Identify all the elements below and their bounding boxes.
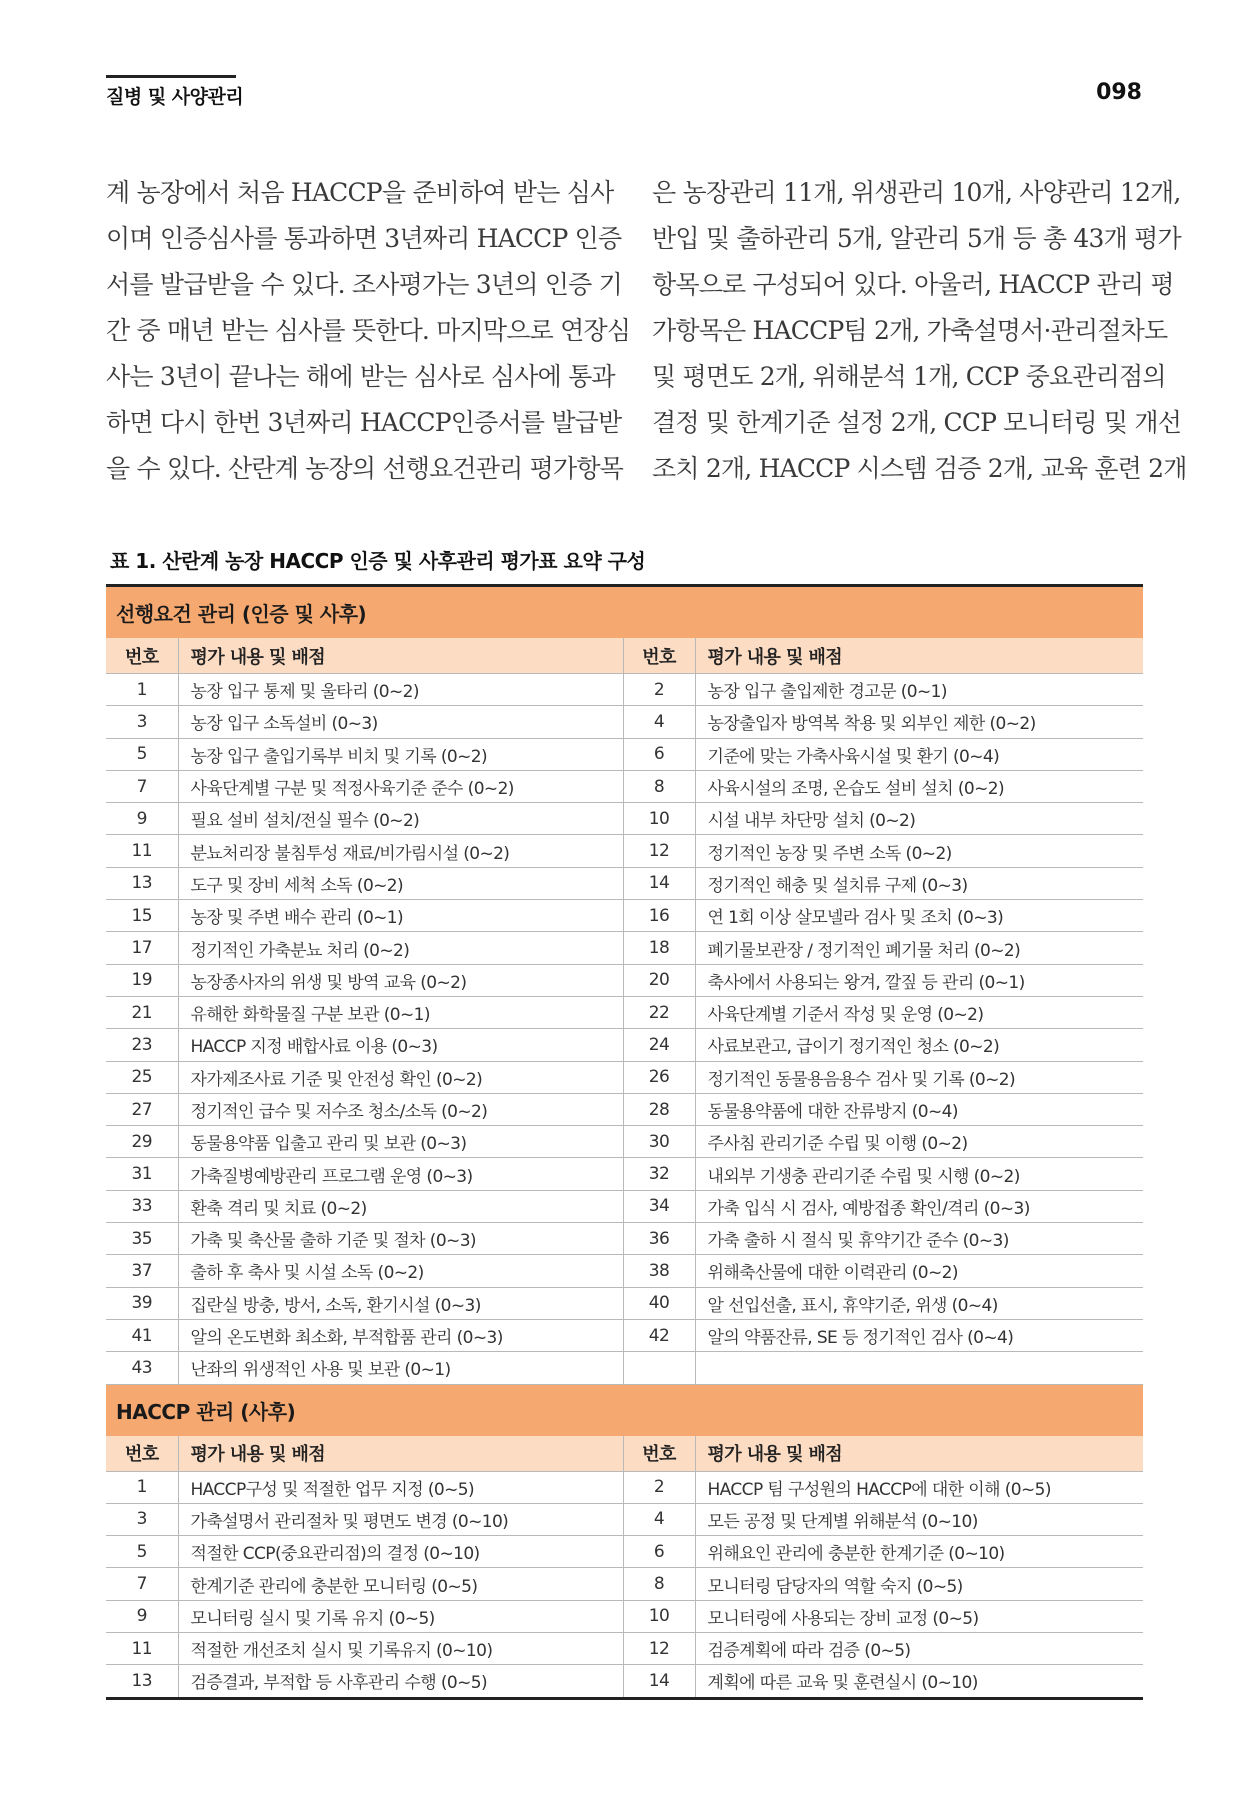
column-header-number: 번호 — [106, 1436, 178, 1472]
table-column-header-row — [106, 1436, 1143, 1472]
table-row — [106, 1600, 1143, 1632]
evaluation-table-wrapper — [106, 584, 1143, 1700]
item-number: 23 — [106, 1029, 178, 1061]
item-number: 5 — [106, 1536, 178, 1568]
table-row — [106, 996, 1143, 1028]
table-row — [106, 1190, 1143, 1222]
item-content: 모니터링에 사용되는 장비 교정 (0~5) — [695, 1600, 1143, 1632]
item-number: 7 — [106, 1568, 178, 1600]
item-number: 25 — [106, 1061, 178, 1093]
item-content: 농장 입구 출입기록부 비치 및 기록 (0~2) — [178, 738, 623, 770]
item-content: 알 선입선출, 표시, 휴약기준, 위생 (0~4) — [695, 1287, 1143, 1319]
table-row — [106, 1319, 1143, 1351]
item-number: 5 — [106, 738, 178, 770]
section-title: 선행요건 관리 (인증 및 사후) — [106, 587, 1143, 638]
item-number: 18 — [623, 932, 695, 964]
item-content: 모니터링 담당자의 역할 숙지 (0~5) — [695, 1568, 1143, 1600]
item-content: 위해축산물에 대한 이력관리 (0~2) — [695, 1255, 1143, 1287]
item-number: 8 — [623, 1568, 695, 1600]
item-content: 한계기준 관리에 충분한 모니터링 (0~5) — [178, 1568, 623, 1600]
table-caption: 표 1. 산란계 농장 HACCP 인증 및 사후관리 평가표 요약 구성 — [110, 549, 646, 573]
item-number: 24 — [623, 1029, 695, 1061]
item-content: 가축질병예방관리 프로그램 운영 (0~3) — [178, 1158, 623, 1190]
item-number: 16 — [623, 900, 695, 932]
table-row — [106, 1471, 1143, 1503]
item-content: 모니터링 실시 및 기록 유지 (0~5) — [178, 1600, 623, 1632]
item-number: 15 — [106, 900, 178, 932]
item-content: 농장 입구 소독설비 (0~3) — [178, 706, 623, 738]
item-content: HACCP 지정 배합사료 이용 (0~3) — [178, 1029, 623, 1061]
item-number: 12 — [623, 835, 695, 867]
table-row — [106, 706, 1143, 738]
body-line: 이며 인증심사를 통과하면 3년짜리 HACCP 인증 — [106, 224, 622, 253]
table-row — [106, 1093, 1143, 1125]
item-number: 13 — [106, 1665, 178, 1697]
table-row — [106, 932, 1143, 964]
table-row — [106, 1503, 1143, 1535]
item-number: 28 — [623, 1093, 695, 1125]
item-content: 적절한 CCP(중요관리점)의 결정 (0~10) — [178, 1536, 623, 1568]
item-content: 유해한 화학물질 구분 보관 (0~1) — [178, 996, 623, 1028]
body-line: 사는 3년이 끝나는 해에 받는 심사로 심사에 통과 — [106, 362, 615, 391]
item-content: 내외부 기생충 관리기준 수립 및 시행 (0~2) — [695, 1158, 1143, 1190]
table-row — [106, 1029, 1143, 1061]
item-content: 농장 입구 출입제한 경고문 (0~1) — [695, 674, 1143, 706]
item-number: 12 — [623, 1633, 695, 1665]
item-content: 가축 및 축산물 출하 기준 및 절차 (0~3) — [178, 1223, 623, 1255]
item-number: 30 — [623, 1126, 695, 1158]
table-row — [106, 770, 1143, 802]
column-header-content: 평가 내용 및 배점 — [695, 638, 1143, 674]
body-line: 결정 및 한계기준 설정 2개, CCP 모니터링 및 개선 — [652, 408, 1182, 437]
table-row — [106, 1287, 1143, 1319]
column-header-content: 평가 내용 및 배점 — [178, 638, 623, 674]
item-number: 36 — [623, 1223, 695, 1255]
item-number: 2 — [623, 1471, 695, 1503]
evaluation-table — [106, 587, 1143, 1697]
table-row — [106, 803, 1143, 835]
table-column-header-row — [106, 638, 1143, 674]
table-section-header — [106, 1384, 1143, 1436]
item-number: 21 — [106, 996, 178, 1028]
table-row — [106, 900, 1143, 932]
item-number: 35 — [106, 1223, 178, 1255]
column-header-number: 번호 — [623, 638, 695, 674]
table-row — [106, 738, 1143, 770]
item-content: 자가제조사료 기준 및 안전성 확인 (0~2) — [178, 1061, 623, 1093]
item-content: 사육단계별 구분 및 적정사육기준 준수 (0~2) — [178, 770, 623, 802]
page-number: 098 — [1096, 80, 1142, 105]
item-content: 기준에 맞는 가축사육시설 및 환기 (0~4) — [695, 738, 1143, 770]
item-number: 14 — [623, 1665, 695, 1697]
item-content: 집란실 방충, 방서, 소독, 환기시설 (0~3) — [178, 1287, 623, 1319]
item-number — [623, 1352, 695, 1384]
item-number: 39 — [106, 1287, 178, 1319]
item-content: 폐기물보관장 / 정기적인 폐기물 처리 (0~2) — [695, 932, 1143, 964]
item-content: 환축 격리 및 치료 (0~2) — [178, 1190, 623, 1222]
body-line: 을 수 있다. 산란계 농장의 선행요건관리 평가항목 — [106, 454, 624, 483]
body-text-left-column — [106, 170, 631, 492]
item-content: 사육시설의 조명, 온습도 설비 설치 (0~2) — [695, 770, 1143, 802]
item-number: 9 — [106, 1600, 178, 1632]
item-number: 9 — [106, 803, 178, 835]
body-line: 은 농장관리 11개, 위생관리 10개, 사양관리 12개, — [652, 178, 1181, 207]
item-number: 42 — [623, 1319, 695, 1351]
item-content: 가축 출하 시 절식 및 휴약기간 준수 (0~3) — [695, 1223, 1143, 1255]
item-number: 34 — [623, 1190, 695, 1222]
item-number: 2 — [623, 674, 695, 706]
table-row — [106, 1633, 1143, 1665]
item-number: 19 — [106, 964, 178, 996]
body-line: 간 중 매년 받는 심사를 뜻한다. 마지막으로 연장심 — [106, 316, 631, 345]
item-content: 알의 약품잔류, SE 등 정기적인 검사 (0~4) — [695, 1319, 1143, 1351]
item-content: 시설 내부 차단망 설치 (0~2) — [695, 803, 1143, 835]
item-content: 주사침 관리기준 수립 및 이행 (0~2) — [695, 1126, 1143, 1158]
item-content — [695, 1352, 1143, 1384]
item-number: 27 — [106, 1093, 178, 1125]
item-content: 사육단계별 기준서 작성 및 운영 (0~2) — [695, 996, 1143, 1028]
item-content: HACCP구성 및 적절한 업무 지정 (0~5) — [178, 1471, 623, 1503]
item-content: 출하 후 축사 및 시설 소독 (0~2) — [178, 1255, 623, 1287]
item-content: 농장 입구 통제 및 울타리 (0~2) — [178, 674, 623, 706]
header-rule — [106, 75, 236, 78]
item-number: 8 — [623, 770, 695, 802]
item-content: 사료보관고, 급이기 정기적인 청소 (0~2) — [695, 1029, 1143, 1061]
item-number: 32 — [623, 1158, 695, 1190]
item-number: 17 — [106, 932, 178, 964]
column-header-number: 번호 — [106, 638, 178, 674]
table-section-header — [106, 587, 1143, 638]
item-number: 20 — [623, 964, 695, 996]
body-text-right-column — [652, 170, 1187, 492]
item-content: 동물용약품 입출고 관리 및 보관 (0~3) — [178, 1126, 623, 1158]
item-content: 알의 온도변화 최소화, 부적합품 관리 (0~3) — [178, 1319, 623, 1351]
table-row — [106, 1568, 1143, 1600]
table-row — [106, 1352, 1143, 1384]
table-row — [106, 1536, 1143, 1568]
item-number: 31 — [106, 1158, 178, 1190]
column-header-content: 평가 내용 및 배점 — [178, 1436, 623, 1472]
table-row — [106, 1223, 1143, 1255]
body-line: 가항목은 HACCP팀 2개, 가축설명서·관리절차도 — [652, 316, 1168, 345]
item-number: 1 — [106, 1471, 178, 1503]
body-line: 계 농장에서 처음 HACCP을 준비하여 받는 심사 — [106, 178, 614, 207]
body-line: 항목으로 구성되어 있다. 아울러, HACCP 관리 평 — [652, 270, 1174, 299]
item-number: 43 — [106, 1352, 178, 1384]
item-number: 7 — [106, 770, 178, 802]
column-header-content: 평가 내용 및 배점 — [695, 1436, 1143, 1472]
item-number: 37 — [106, 1255, 178, 1287]
item-number: 40 — [623, 1287, 695, 1319]
item-number: 1 — [106, 674, 178, 706]
item-number: 3 — [106, 706, 178, 738]
table-row — [106, 1061, 1143, 1093]
item-number: 29 — [106, 1126, 178, 1158]
body-line: 반입 및 출하관리 5개, 알관리 5개 등 총 43개 평가 — [652, 224, 1181, 253]
item-content: 동물용약품에 대한 잔류방지 (0~4) — [695, 1093, 1143, 1125]
item-content: 정기적인 해충 및 설치류 구제 (0~3) — [695, 867, 1143, 899]
item-content: 가축 입식 시 검사, 예방접종 확인/격리 (0~3) — [695, 1190, 1143, 1222]
table-body — [106, 587, 1143, 1697]
item-content: 검증계획에 따라 검증 (0~5) — [695, 1633, 1143, 1665]
item-content: 필요 설비 설치/전실 필수 (0~2) — [178, 803, 623, 835]
item-number: 26 — [623, 1061, 695, 1093]
item-number: 11 — [106, 1633, 178, 1665]
table-row — [106, 674, 1143, 706]
item-number: 38 — [623, 1255, 695, 1287]
section-title: HACCP 관리 (사후) — [106, 1384, 1143, 1436]
item-content: 정기적인 동물용음용수 검사 및 기록 (0~2) — [695, 1061, 1143, 1093]
item-content: 분뇨처리장 불침투성 재료/비가림시설 (0~2) — [178, 835, 623, 867]
item-content: 축사에서 사용되는 왕겨, 깔짚 등 관리 (0~1) — [695, 964, 1143, 996]
item-number: 11 — [106, 835, 178, 867]
table-row — [106, 835, 1143, 867]
item-content: 농장종사자의 위생 및 방역 교육 (0~2) — [178, 964, 623, 996]
table-row — [106, 1158, 1143, 1190]
table-row — [106, 1126, 1143, 1158]
item-number: 4 — [623, 706, 695, 738]
item-content: 정기적인 급수 및 저수조 청소/소독 (0~2) — [178, 1093, 623, 1125]
table-row — [106, 1255, 1143, 1287]
item-content: 도구 및 장비 세척 소독 (0~2) — [178, 867, 623, 899]
item-number: 13 — [106, 867, 178, 899]
section-label: 질병 및 사양관리 — [106, 86, 244, 108]
item-number: 10 — [623, 1600, 695, 1632]
item-number: 10 — [623, 803, 695, 835]
item-content: 농장출입자 방역복 착용 및 외부인 제한 (0~2) — [695, 706, 1143, 738]
table-row — [106, 1665, 1143, 1697]
body-line: 하면 다시 한번 3년짜리 HACCP인증서를 발급받 — [106, 408, 622, 437]
item-number: 41 — [106, 1319, 178, 1351]
item-content: 모든 공정 및 단계별 위해분석 (0~10) — [695, 1503, 1143, 1535]
item-content: 검증결과, 부적합 등 사후관리 수행 (0~5) — [178, 1665, 623, 1697]
item-content: 연 1회 이상 살모넬라 검사 및 조치 (0~3) — [695, 900, 1143, 932]
item-content: 난좌의 위생적인 사용 및 보관 (0~1) — [178, 1352, 623, 1384]
item-number: 33 — [106, 1190, 178, 1222]
item-number: 6 — [623, 1536, 695, 1568]
item-number: 6 — [623, 738, 695, 770]
item-content: 정기적인 가축분뇨 처리 (0~2) — [178, 932, 623, 964]
item-content: 농장 및 주변 배수 관리 (0~1) — [178, 900, 623, 932]
item-number: 22 — [623, 996, 695, 1028]
item-number: 14 — [623, 867, 695, 899]
item-number: 4 — [623, 1503, 695, 1535]
item-content: 위해요인 관리에 충분한 한계기준 (0~10) — [695, 1536, 1143, 1568]
item-content: 정기적인 농장 및 주변 소독 (0~2) — [695, 835, 1143, 867]
item-content: 계획에 따른 교육 및 훈련실시 (0~10) — [707, 1673, 978, 1694]
table-row — [106, 867, 1143, 899]
item-content: 적절한 개선조치 실시 및 기록유지 (0~10) — [178, 1633, 623, 1665]
body-line: 조치 2개, HACCP 시스템 검증 2개, 교육 훈련 2개 — [652, 454, 1187, 483]
column-header-number: 번호 — [623, 1436, 695, 1472]
item-number: 3 — [106, 1503, 178, 1535]
body-line: 서를 발급받을 수 있다. 조사평가는 3년의 인증 기 — [106, 270, 622, 299]
item-content: 가축설명서 관리절차 및 평면도 변경 (0~10) — [178, 1503, 623, 1535]
table-row — [106, 964, 1143, 996]
item-content: HACCP 팀 구성원의 HACCP에 대한 이해 (0~5) — [695, 1471, 1143, 1503]
body-line: 및 평면도 2개, 위해분석 1개, CCP 중요관리점의 — [652, 362, 1166, 391]
